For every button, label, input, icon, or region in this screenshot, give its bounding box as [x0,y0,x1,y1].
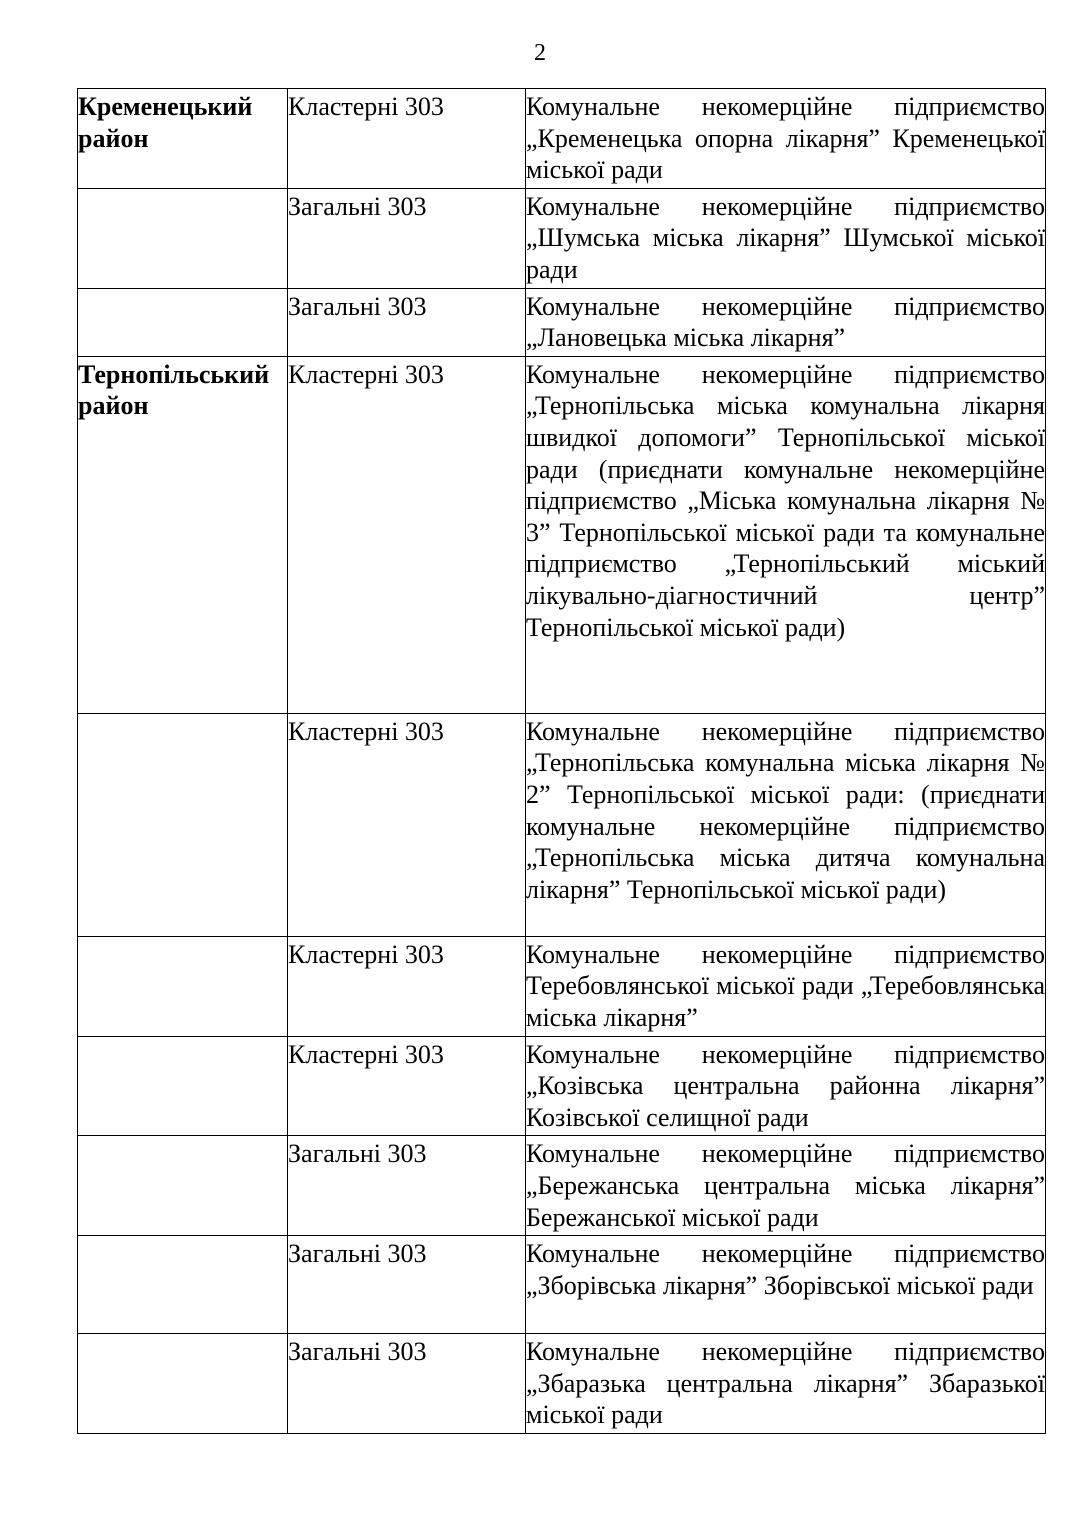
organization-cell: Комунальне некомерційне підприємство „Козівська центральна районна лікарня” Козівської селищної ради [526,1036,1046,1136]
district-cell [78,1136,288,1236]
district-cell [78,936,288,1036]
type-cell: Загальні 303 [288,1334,526,1434]
district-cell: Кременецький район [78,89,288,189]
table-row [78,713,1046,936]
table-row [78,936,1046,1036]
hospitals-table [77,88,1046,1434]
table-row [78,188,1046,288]
table-row [78,1136,1046,1236]
district-cell [78,1036,288,1136]
district-cell [78,188,288,288]
district-cell: Тернопільський район [78,356,288,713]
organization-cell: Комунальне некомерційне підприємство „Зборівська лікарня” Зборівської міської ради [526,1236,1046,1334]
organization-cell: Комунальне некомерційне підприємство „Тернопільська міська комунальна лікарня швидкої допомоги” Тернопільської міської ради (приєднати комунальне некомерційне підприємство „Міська комунальна лікарня № 3” Тернопільської міської ради та комунальне підприємство „Тернопільський міський лікувально-діагностичний центр” Тернопільської міської ради) [526,356,1046,713]
type-cell: Кластерні 303 [288,1036,526,1136]
organization-cell: Комунальне некомерційне підприємство „Бережанська центральна міська лікарня” Бережанської міської ради [526,1136,1046,1236]
district-cell [78,1236,288,1334]
table-row [78,288,1046,356]
table-row [78,89,1046,189]
table-row [78,1334,1046,1434]
table-row [78,1036,1046,1136]
district-cell [78,288,288,356]
district-cell [78,713,288,936]
table-row [78,356,1046,713]
type-cell: Кластерні 303 [288,356,526,713]
district-cell [78,1334,288,1434]
organization-cell: Комунальне некомерційне підприємство „Тернопільська комунальна міська лікарня № 2” Тернопільської міської ради: (приєднати комунальне некомерційне підприємство „Тернопільська міська дитяча комунальна лікарня” Тернопільської міської ради) [526,713,1046,936]
organization-cell: Комунальне некомерційне підприємство „Лановецька міська лікарня” [526,288,1046,356]
type-cell: Загальні 303 [288,1236,526,1334]
type-cell: Загальні 303 [288,1136,526,1236]
type-cell: Загальні 303 [288,188,526,288]
type-cell: Загальні 303 [288,288,526,356]
type-cell: Кластерні 303 [288,936,526,1036]
organization-cell: Комунальне некомерційне підприємство „Кременецька опорна лікарня” Кременецької міської ради [526,89,1046,189]
type-cell: Кластерні 303 [288,713,526,936]
organization-cell: Комунальне некомерційне підприємство „Шумська міська лікарня” Шумської міської ради [526,188,1046,288]
page-number: 2 [534,40,546,66]
type-cell: Кластерні 303 [288,89,526,189]
table-row [78,1236,1046,1334]
organization-cell: Комунальне некомерційне підприємство Теребовлянської міської ради „Теребовлянська міська лікарня” [526,936,1046,1036]
organization-cell: Комунальне некомерційне підприємство „Збаразька центральна лікарня” Збаразької міської ради [526,1334,1046,1434]
